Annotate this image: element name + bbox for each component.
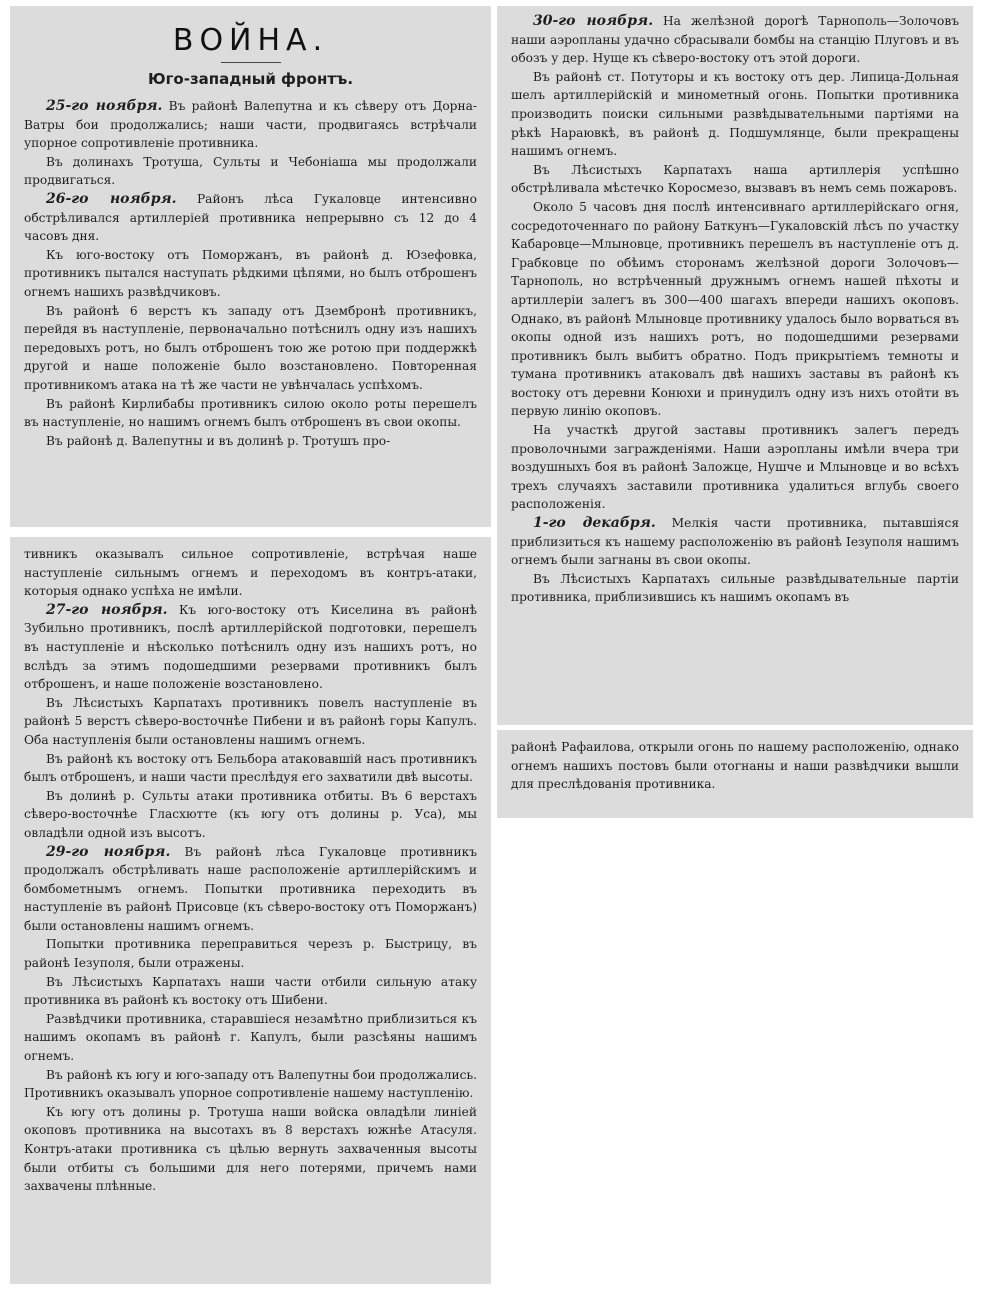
paragraph-text: Въ долинѣ р. Сульты атаки противника отбиты. Въ 6 верстахъ сѣверо-восточнѣе Гласхютте (къ югу отъ долины р. Уса), мы овладѣли одной изъ высотъ. bbox=[24, 788, 477, 840]
paragraph-text: На желѣзной дорогѣ Тарнополь—Золочовъ наши аэропланы удачно сбрасывали бомбы на станцію Плуговъ и въ обозъ у дер. Нуще къ сѣверо-востоку отъ этой дороги. bbox=[511, 14, 959, 66]
column-1 bbox=[24, 97, 477, 450]
paragraph bbox=[511, 738, 959, 794]
paragraph bbox=[511, 514, 959, 570]
paragraph bbox=[24, 432, 477, 451]
headline: ВОЙНА. bbox=[172, 23, 329, 58]
column-4 bbox=[511, 738, 959, 794]
date-heading: 29-го ноября. bbox=[46, 843, 171, 860]
paragraph bbox=[24, 694, 477, 750]
clipping-bottom-left bbox=[10, 537, 491, 1284]
section-heading: Юго-западный фронтъ. bbox=[147, 70, 354, 88]
paragraph bbox=[24, 153, 477, 190]
paragraph-text: Развѣдчики противника, старавшіеся незамѣтно приблизиться къ нашимъ окопамъ въ районѣ г. Капулъ, были разсѣяны нашимъ огнемъ. bbox=[24, 1011, 477, 1064]
paragraph bbox=[24, 246, 477, 302]
clipping-top-right bbox=[497, 6, 973, 725]
paragraph-text: Къ югу отъ долины р. Тротуша наши войска овладѣли линіей окоповъ противника на высотахъ въ 8 верстахъ южнѣе Атасуля. Контръ-атаки противника съ цѣлью вернуть захваченныя высоты были отбиты съ большими для него потерями, причемъ нами захвачены плѣнные. bbox=[24, 1104, 477, 1194]
paragraph bbox=[24, 1010, 477, 1066]
paragraph-text: Въ Лѣсистыхъ Карпатахъ противникъ повелъ наступленіе въ районѣ 5 верстъ сѣверо-восточнѣе Пибени и въ районѣ горы Капулъ. Оба наступленія были остановлены нашимъ огнемъ. bbox=[24, 695, 477, 747]
paragraph-text: Въ районѣ лѣса Гукаловце противникъ продолжалъ обстрѣливать наше расположеніе артиллерійскимъ и бомбометнымъ огнемъ. Попытки противника переходить въ наступленіе въ районѣ Присовце (къ сѣверо-востоку отъ Поморжанъ) были остановлены нашимъ огнемъ. bbox=[24, 844, 477, 933]
paragraph-text: Около 5 часовъ дня послѣ интенсивнаго артиллерійскаго огня, сосредоточеннаго по району Баткунъ—Гукаловскій лѣсъ по участку Кабаровце—Млыновце, противникъ перешелъ въ наступленіе отъ д. Грабковце по обѣимъ сторонамъ желѣзной дороги Золочовъ—Тарнополь, но встрѣченный дружнымъ огнемъ нашей пѣхоты и артиллеріи залегъ въ 300—400 шагахъ впереди нашихъ окоповъ. Однако, въ районѣ Млыновце противнику удалось было ворваться въ окопы одной изъ нашихъ ротъ, но подошедшими резервами противникъ былъ выбитъ обратно. Подъ прикрытіемъ темноты и тумана противникъ атаковалъ двѣ нашихъ заставы въ районѣ къ востоку отъ деревни Конюхи и принудилъ одну изъ нихъ отойти въ первую линію окоповъ. bbox=[511, 199, 959, 419]
paragraph-text: Районъ лѣса Гукаловце интенсивно обстрѣливался артиллеріей противника непрерывно съ 12 до 4 часовъ дня. bbox=[24, 191, 477, 244]
date-heading: 27-го ноября. bbox=[46, 601, 168, 618]
paragraph bbox=[24, 750, 477, 787]
paragraph bbox=[511, 198, 959, 421]
clipping-bottom-right bbox=[497, 730, 973, 818]
paragraph bbox=[511, 421, 959, 514]
paragraph bbox=[24, 395, 477, 432]
paragraph bbox=[24, 302, 477, 395]
paragraph bbox=[511, 68, 959, 161]
date-heading: 25-го ноября. bbox=[46, 98, 163, 114]
paragraph-text: Въ районѣ къ востоку отъ Бельбора атаковавшій насъ противникъ былъ отброшенъ, и наши части преслѣдуя его захватили двѣ высоты. bbox=[24, 751, 477, 785]
paragraph-text: Въ долинахъ Тротуша, Сульты и Чебоніаша мы продолжали продвигаться. bbox=[24, 154, 477, 188]
date-heading: 30-го ноября. bbox=[533, 13, 654, 29]
paragraph-text: На участкѣ другой заставы противникъ залегъ передъ проволочными загражденіями. Наши аэропланы имѣли вчера три воздушныхъ боя въ районѣ Заложце, Нушче и Млыновце и во всѣхъ трехъ случаяхъ заставили противника удалиться вглубь своего расположенія. bbox=[511, 423, 959, 512]
paragraph bbox=[24, 545, 477, 601]
paragraph-text: Въ районѣ д. Валепутны и въ долинѣ р. Тротушъ про- bbox=[46, 433, 391, 448]
paragraph bbox=[24, 973, 477, 1010]
paragraph bbox=[511, 12, 959, 68]
paragraph-text: Въ районѣ Валепутна и къ сѣверу отъ Дорна-Ватры бои продолжались; наши части, продвигаясь встрѣчали упорное сопротивленіе противника. bbox=[24, 99, 477, 151]
paragraph-text: Въ Лѣсистыхъ Карпатахъ наши части отбили сильную атаку противника въ районѣ къ востоку отъ Шибени. bbox=[24, 974, 477, 1008]
paragraph bbox=[511, 161, 959, 198]
paragraph bbox=[24, 787, 477, 843]
date-heading: 26-го ноября. bbox=[46, 190, 177, 207]
paragraph-text: районѣ Рафаилова, открыли огонь по нашему расположенію, однако огнемъ нашихъ постовъ были отогнаны и наши развѣдчики вышли для преслѣдованія противника. bbox=[511, 740, 959, 792]
column-2 bbox=[24, 545, 477, 1196]
paragraph-text: Въ районѣ Кирлибабы противникъ силою около роты перешелъ въ наступленіе, но нашимъ огнемъ былъ отброшенъ въ свои окопы. bbox=[24, 396, 477, 430]
paragraph-text: Къ юго-востоку отъ Поморжанъ, въ районѣ д. Юзефовка, противникъ пытался наступать рѣдкими цѣпями, но былъ отброшенъ огнемъ нашихъ развѣдчиковъ. bbox=[24, 247, 477, 299]
paragraph-text: Въ Лѣсистыхъ Карпатахъ наша артиллерія успѣшно обстрѣливала мѣстечко Коросмезо, вызвавъ въ немъ семь пожаровъ. bbox=[511, 162, 959, 196]
paragraph bbox=[511, 570, 959, 607]
paragraph bbox=[24, 843, 477, 936]
date-heading: 1-го декабря. bbox=[533, 515, 656, 532]
paragraph bbox=[24, 190, 477, 246]
column-3 bbox=[511, 12, 959, 607]
headline-rule bbox=[221, 62, 281, 63]
paragraph-text: Мелкія части противника, пытавшіяся приблизиться къ нашему расположенію въ районѣ Іезуполя нашимъ огнемъ были загнаны въ свои окопы. bbox=[511, 516, 960, 568]
paragraph-text: Попытки противника переправиться черезъ р. Быстрицу, въ районѣ Іезуполя, были отражены. bbox=[24, 937, 477, 971]
paragraph-text: Въ районѣ ст. Потуторы и къ востоку отъ дер. Липица-Дольная шелъ артиллерійскій и минометный огонь. Попытки противника производить поиски сильными развѣдывательными партіями на рѣкѣ Нараювкѣ, въ районѣ д. Подшумлянце, были прекращены нашимъ огнемъ. bbox=[511, 69, 959, 159]
paragraph bbox=[24, 1066, 477, 1103]
clipping-top-left bbox=[10, 6, 491, 527]
paragraph bbox=[24, 1103, 477, 1196]
paragraph-text: Въ Лѣсистыхъ Карпатахъ сильные развѣдывательные партіи противника, приблизившись къ нашимъ окопамъ въ bbox=[511, 571, 959, 605]
paragraph-text: тивникъ оказывалъ сильное сопротивленіе, встрѣчая наше наступленіе сильнымъ огнемъ и переходомъ въ контръ-атаки, которыя однако успѣха не имѣли. bbox=[24, 547, 477, 599]
paragraph bbox=[24, 601, 477, 694]
paragraph bbox=[24, 935, 477, 972]
paragraph bbox=[24, 97, 477, 153]
paragraph-text: Къ юго-востоку отъ Киселина въ районѣ Зубильно противникъ, послѣ артиллерійской подготовки, перешелъ въ наступленіе и нѣсколько потѣснилъ одну изъ нашихъ ротъ, но вслѣдъ за этимъ подошедшими резервами противникъ былъ отброшенъ, и наше положеніе возстановлено. bbox=[24, 602, 477, 692]
paragraph-text: Въ районѣ 6 верстъ къ западу отъ Дзембронѣ противникъ, перейдя въ наступленіе, первоначально потѣснилъ одну изъ нашихъ передовыхъ ротъ, но былъ отброшенъ тою же ротою при поддержкѣ другой и наше положеніе было возстановлено. Повторенная противникомъ атака на тѣ же части не увѣнчалась успѣхомъ. bbox=[24, 303, 477, 392]
paragraph-text: Въ районѣ къ югу и юго-западу отъ Валепутны бои продолжались. Противникъ оказывалъ упорное сопротивленіе нашему наступленію. bbox=[24, 1067, 477, 1101]
